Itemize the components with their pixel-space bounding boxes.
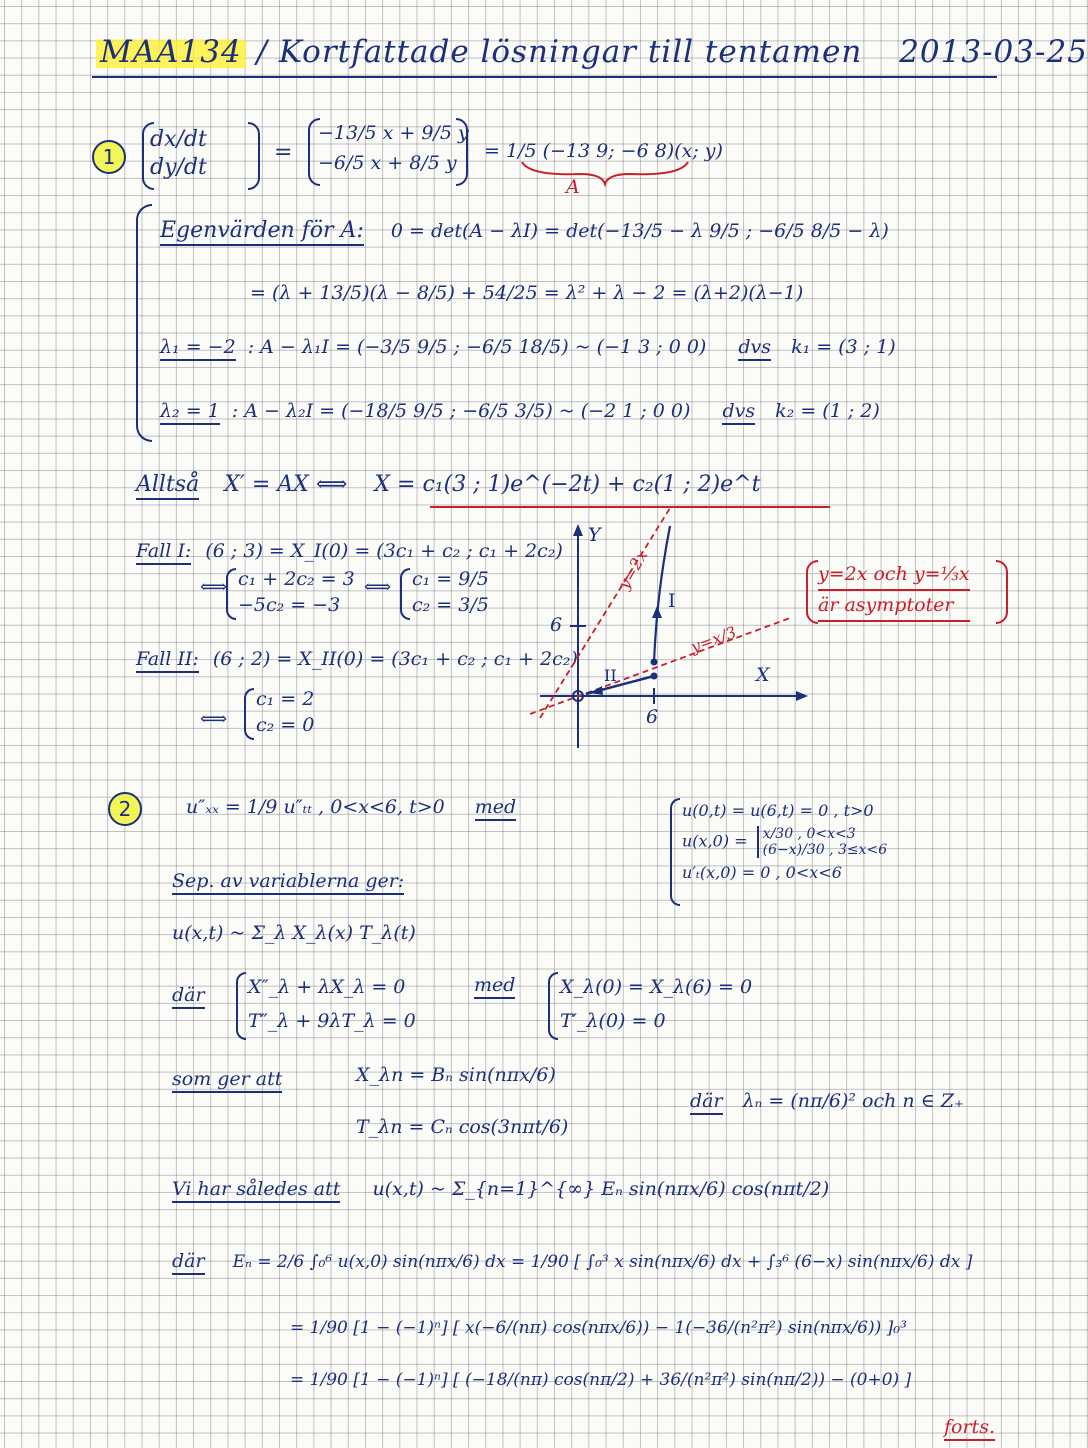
fall1-sys-b2: c₂ = 3/5: [412, 594, 489, 616]
system-rhs-row2: −6/5 x + 8/5 y: [318, 152, 457, 174]
lambda1-line: [160, 336, 896, 358]
ic-case2: (6−x)/30 , 3≤x<6: [762, 842, 888, 858]
general-solution: X = c₁(3 ; 1)e^(−2t) + c₂(1 ; 2)e^t: [374, 472, 761, 497]
problem-1-badge: 1: [92, 140, 126, 174]
lambda1-k: k₁ = (3 ; 1): [791, 336, 896, 358]
matrix-underbrace: [520, 158, 690, 188]
som-ger-att: [172, 1068, 282, 1090]
med-2: med: [474, 974, 515, 999]
asymptote-yx3: [530, 618, 790, 714]
fall2-line: [136, 648, 578, 670]
fall2-label: Fall II:: [136, 648, 199, 673]
asymptote-note-line2: är asymptoter: [818, 591, 970, 622]
trajectory-1-arrow: [652, 606, 662, 618]
lambda2-matrix: : A − λ₂I = (−18/5 9/5 ; −6/5 3/5) ~ (−2 1 ; 0 0): [231, 400, 691, 422]
asymptote-note: [818, 560, 970, 622]
fall1-sys-a2: −5c₂ = −3: [238, 594, 341, 616]
lambda1-label: λ₁ = −2: [160, 336, 236, 361]
pde-line: [186, 796, 516, 818]
final-series: u(x,t) ~ Σ_{n=1}^{∞} Eₙ sin(nπx/6) cos(nπt/2): [372, 1178, 830, 1200]
ode-bc-system: [560, 970, 752, 1038]
fall2-sys1: c₁ = 2: [256, 688, 315, 710]
pde: u″ₓₓ = 1/9 u″ₜₜ , 0<x<6, t>0: [186, 796, 445, 818]
equals-sign: =: [274, 140, 293, 165]
lambda2-line: [160, 400, 880, 422]
som-ger-att-label: som ger att: [172, 1068, 282, 1093]
plot-y-axis-label: Y: [588, 524, 601, 546]
system-rhs-row1: −13/5 x + 9/5 y: [318, 122, 469, 144]
ode2: T″_λ + 9λT_λ = 0: [248, 1010, 416, 1032]
ode1: X″_λ + λX_λ = 0: [248, 976, 406, 998]
eigen-line2: = (λ + 13/5)(λ − 8/5) + 54/25 = λ² + λ − 2 = (λ+2)(λ−1): [250, 282, 804, 304]
trajectory-2-start: [651, 673, 658, 680]
eigen-det: 0 = det(A − λI) = det(−13/5 − λ 9/5 ; −6/5 8/5 − λ): [390, 220, 889, 242]
y-axis-arrow: [573, 524, 583, 536]
ic-deriv: u′ₜ(x,0) = 0 , 0<x<6: [682, 863, 842, 882]
dar-label-1: [172, 984, 205, 1006]
plot-traj1-label: I: [668, 590, 676, 612]
alltsa-label: Alltså: [136, 472, 199, 500]
title-text: Kortfattade lösningar till tentamen: [278, 34, 863, 70]
En-line3: = 1/90 [1 − (−1)ⁿ] [ (−18/(nπ) cos(nπ/2) + 36/(n²π²) sin(nπ/2)) − (0+0) ]: [290, 1370, 912, 1390]
course-code: MAA134: [96, 34, 246, 70]
fall1-sys-b1: c₁ = 9/5: [412, 568, 489, 590]
lambda2-dvs: dvs: [722, 400, 755, 425]
plot-line-yx3-label: y=x/3: [688, 622, 739, 657]
system-lhs: dx/dt dy/dt: [150, 126, 207, 182]
forts: forts.: [944, 1416, 995, 1441]
sol-X: X_λn = Bₙ sin(nπx/6): [356, 1064, 556, 1086]
trajectory-1-start: [651, 659, 658, 666]
lambda1-dvs: dvs: [738, 336, 771, 361]
forts-label: [944, 1416, 995, 1438]
asymptote-y2x: [540, 508, 670, 718]
fall1-line: [136, 540, 563, 562]
title-underline: [92, 76, 997, 78]
En-line1: [172, 1250, 972, 1272]
ic-left: u(x,0) =: [682, 831, 748, 851]
general-solution-underline: [430, 506, 830, 508]
fall1-eq: (6 ; 3) = X_I(0) = (3c₁ + c₂ ; c₁ + 2c₂): [205, 540, 563, 562]
fall1-sys-a1: c₁ + 2c₂ = 3: [238, 568, 355, 590]
lambda2-k: k₂ = (1 ; 2): [775, 400, 880, 422]
En-formula-1: Eₙ = 2/6 ∫₀⁶ u(x,0) sin(nπx/6) dx = 1/90 [ ∫₀³ x sin(nπx/6) dx + ∫₃⁶ (6−x) sin(nπx/6) dx ]: [232, 1252, 973, 1272]
plot-x-tick-label: 6: [646, 706, 659, 728]
sol-T: T_λn = Cₙ cos(3nπt/6): [356, 1116, 569, 1138]
lambda2-label: λ₂ = 1: [160, 400, 220, 425]
ode-bc1: X_λ(0) = X_λ(6) = 0: [560, 976, 753, 998]
alltsa-line: [136, 472, 760, 497]
eigen-brace: [136, 204, 152, 442]
asymptote-note-line1: y=2x och y=⅓x: [818, 560, 970, 591]
eigen-line1: [160, 218, 889, 243]
title-date: 2013-03-25: [899, 34, 1088, 70]
dar-2: där: [690, 1090, 723, 1115]
sep-text: [172, 870, 404, 892]
matrix-form: = 1/5 (−13 9; −6 8)(x; y): [484, 140, 723, 162]
lambda-n-line: [690, 1090, 964, 1112]
x-axis-arrow: [796, 691, 808, 701]
ode-bc2: T′_λ(0) = 0: [560, 1010, 666, 1032]
vi-har-line: [172, 1178, 829, 1200]
lambda-n: λₙ = (nπ/6)² och n ∈ Z₊: [742, 1090, 965, 1112]
med-label-2: [474, 974, 515, 996]
plot-x-axis-label: X: [756, 664, 770, 686]
fall1-system-a: [238, 566, 355, 618]
fall2-system: [256, 686, 314, 738]
fall2-iff: ⟺: [200, 708, 228, 730]
fall2-eq: (6 ; 2) = X_II(0) = (3c₁ + c₂ ; c₁ + 2c₂): [212, 648, 578, 670]
fall1-iff-a: ⟺: [200, 576, 228, 598]
vi-har-label: Vi har således att: [172, 1178, 340, 1203]
fall1-iff-b: ⟺: [364, 576, 392, 598]
title-slash: /: [256, 34, 279, 70]
ode-system: [248, 970, 416, 1038]
eigen-label: Egenvärden för A:: [160, 218, 364, 246]
fall1-system-b: [412, 566, 489, 618]
page-title: [96, 34, 1088, 70]
fall1-label: Fall I:: [136, 540, 191, 565]
alltsa-eq: X′ = AX ⟺: [224, 472, 348, 497]
matrix-label: A: [566, 176, 580, 198]
fall2-sys2: c₂ = 0: [256, 714, 315, 736]
phase-plot: [520, 518, 820, 758]
plot-traj2-label: II: [604, 666, 617, 685]
lambda1-matrix: : A − λ₁I = (−3/5 9/5 ; −6/5 18/5) ~ (−1 3 ; 0 0): [247, 336, 707, 358]
En-line2: = 1/90 [1 − (−1)ⁿ] [ x(−6/(nπ) cos(nπx/6)) − 1(−36/(n²π²) sin(nπx/6)) ]₀³: [290, 1318, 907, 1338]
dar-3: där: [172, 1250, 205, 1275]
series-form: u(x,t) ~ Σ_λ X_λ(x) T_λ(t): [172, 922, 416, 944]
sep-text-label: Sep. av variablerna ger:: [172, 870, 404, 895]
ic-line: [682, 826, 887, 858]
problem-2-badge: 2: [108, 792, 142, 826]
pde-med: med: [475, 796, 516, 821]
plot-line-y2x-label: y=2x: [614, 546, 652, 593]
ic-cases: [757, 826, 888, 858]
dar-1: där: [172, 984, 205, 1009]
bc-line: u(0,t) = u(6,t) = 0 , t>0: [682, 801, 874, 820]
boundary-conditions: [682, 796, 887, 888]
system-rhs: [318, 118, 469, 178]
ic-case1: x/30 , 0<x<3: [762, 826, 856, 842]
plot-y-tick-label: 6: [550, 614, 563, 636]
